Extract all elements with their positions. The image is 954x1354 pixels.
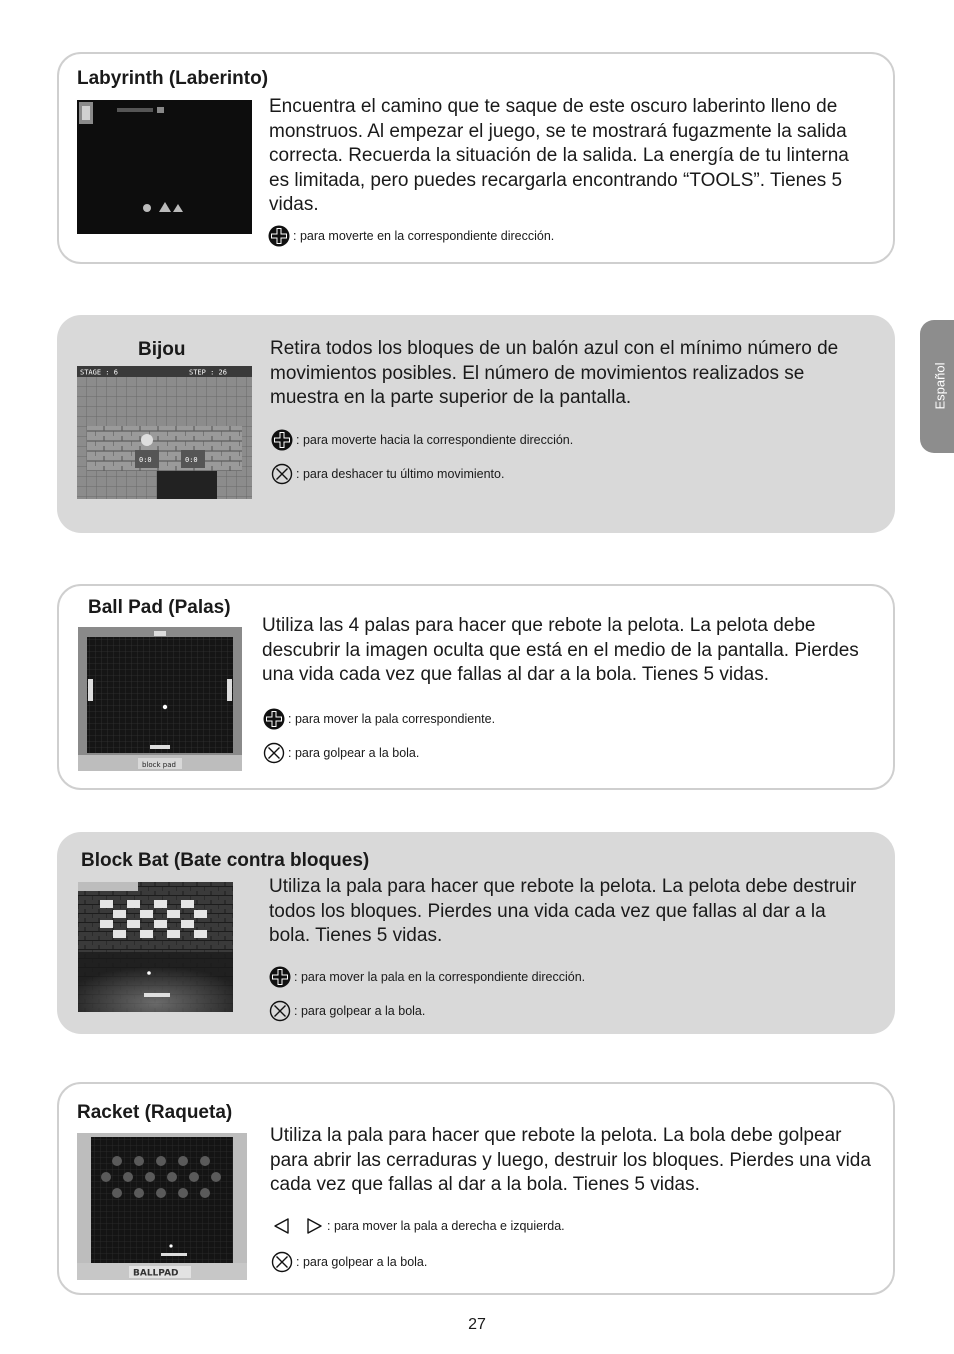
control-text: : para golpear a la bola.: [294, 1004, 426, 1018]
block-bat-screenshot: [78, 882, 233, 1012]
control-text: : para moverte en la correspondiente dirección.: [293, 229, 555, 243]
control-text: : para golpear a la bola.: [296, 1255, 428, 1269]
bijou-step-label: STEP : 26: [189, 368, 227, 377]
x-button-icon: [269, 1000, 291, 1022]
game-title: Bijou: [138, 339, 186, 360]
bijou-stage-label: STAGE : 6: [80, 368, 118, 377]
game-description: Encuentra el camino que te saque de este oscuro laberinto lleno de monstruos. Al empezar el juego, se te mostrará fugazmente la salida correcta. Recuerda la situación de la salida. La energía de tu linterna es limitada, pero puedes recargarla encontrando “TOOLS”. Tienes 5 vidas.: [269, 96, 849, 215]
labyrinth-screenshot: [77, 100, 252, 234]
game-description: Utiliza la pala para hacer que rebote la pelota. La pelota debe destruir todos los bloques. Pierdes una vida cada vez que fallas al dar a la bola. Tienes 5 vidas.: [269, 876, 857, 946]
game-description: Retira todos los bloques de un balón azul con el mínimo número de movimientos posibles. El número de movimientos realizados se muestra en la parte superior de la pantalla.: [270, 338, 839, 408]
game-title: Ball Pad (Palas): [88, 597, 231, 618]
page-number: 27: [468, 1316, 486, 1333]
ball-pad-screen-label: block pad: [142, 761, 176, 769]
control-text: : para mover la pala en la correspondiente dirección.: [294, 970, 586, 984]
language-label: Español: [932, 362, 948, 410]
control-row: [263, 742, 419, 764]
game-title: Block Bat (Bate contra bloques): [81, 850, 370, 871]
control-row: [271, 1251, 427, 1273]
dpad-icon: [269, 966, 291, 988]
bijou-screenshot: [77, 366, 252, 499]
bijou-counter: 0:0: [139, 456, 152, 464]
control-row: [271, 463, 504, 485]
dpad-icon: [263, 708, 285, 730]
control-row: [263, 708, 495, 730]
control-row: [269, 966, 585, 988]
control-text: : para mover la pala a derecha e izquierda.: [327, 1219, 565, 1233]
dpad-icon: [268, 225, 290, 247]
game-title: Racket (Raqueta): [77, 1102, 233, 1123]
left-right-arrows-icon: [272, 1216, 324, 1236]
control-text: : para mover la pala correspondiente.: [288, 712, 496, 726]
control-row: [269, 1000, 425, 1022]
x-button-icon: [263, 742, 285, 764]
racket-screen-label: BALLPAD: [133, 1268, 179, 1279]
control-row: [271, 429, 573, 451]
dpad-icon: [271, 429, 293, 451]
game-description: Utiliza la pala para hacer que rebote la pelota. La bola debe golpear para abrir las cerraduras y luego, destruir los bloques. Pierdes una vida cada vez que fallas al dar a la bola. Tienes 5 vidas.: [270, 1125, 871, 1195]
game-description: Utiliza las 4 palas para hacer que rebote la pelota. La pelota debe descubrir la imagen oculta que está en el medio de la pantalla. Pierdes una vida cada vez que fallas al dar a la bola. Tienes 5 vidas.: [262, 615, 859, 685]
ball-pad-screenshot: [78, 627, 242, 771]
racket-screenshot: [77, 1133, 247, 1280]
game-title: Labyrinth (Laberinto): [77, 68, 269, 89]
control-row: [272, 1216, 565, 1236]
control-text: : para golpear a la bola.: [288, 746, 420, 760]
language-side-tab: [920, 320, 954, 453]
bijou-counter: 0:0: [185, 456, 198, 464]
control-row: [268, 225, 554, 247]
x-button-icon: [271, 463, 293, 485]
control-text: : para deshacer tu último movimiento.: [296, 467, 505, 481]
control-text: : para moverte hacia la correspondiente dirección.: [296, 433, 574, 447]
x-button-icon: [271, 1251, 293, 1273]
